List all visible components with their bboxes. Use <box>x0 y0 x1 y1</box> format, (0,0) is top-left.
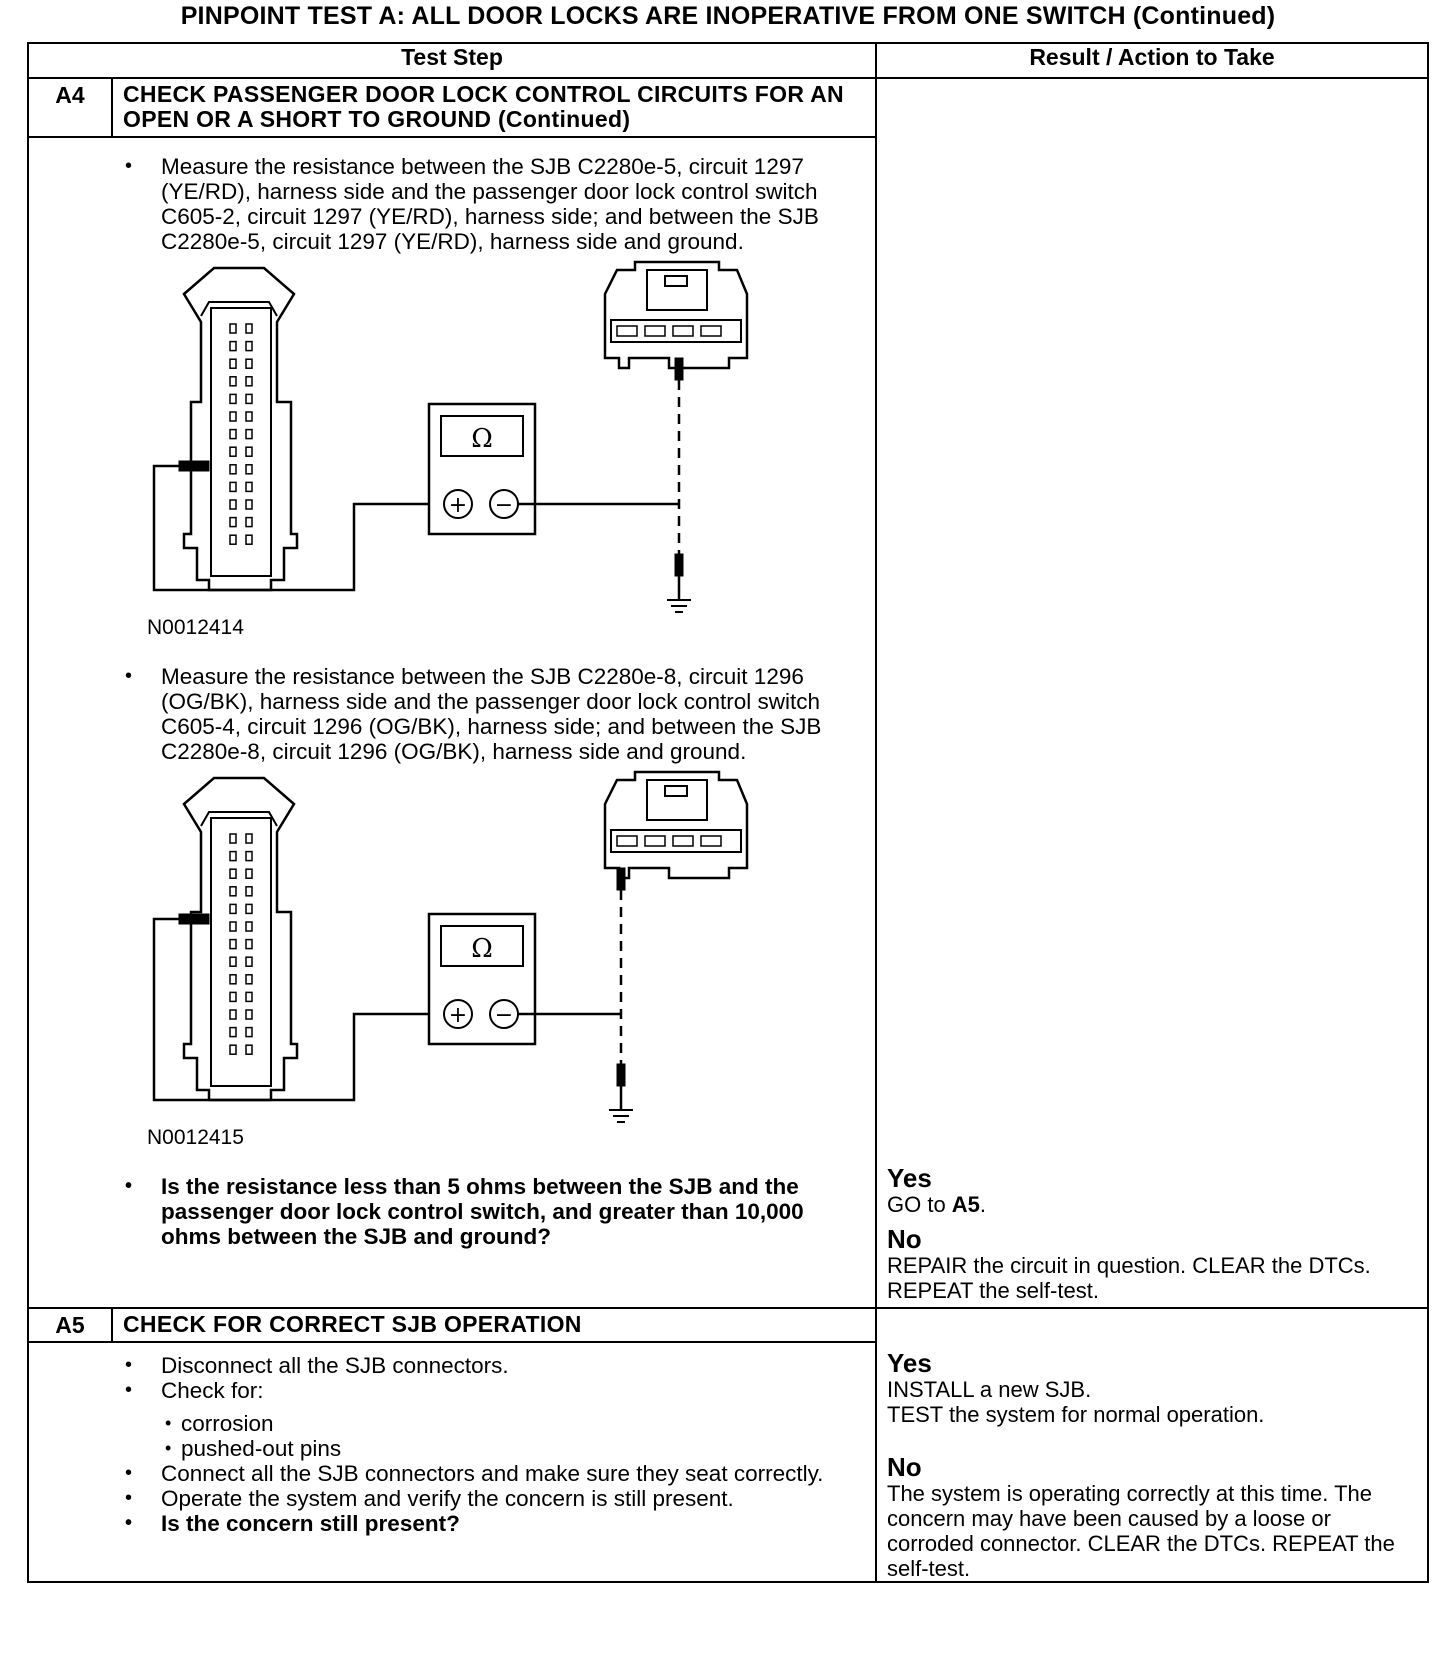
connector-pin <box>246 922 252 931</box>
sjb-connector-outline <box>184 778 297 1100</box>
connector-pin <box>230 518 236 527</box>
connector-pin <box>246 430 252 439</box>
connector-pin <box>230 535 236 544</box>
connector-pin <box>230 957 236 966</box>
no-action: The system is operating correctly at this time. The concern may have been caused by a loose or corroded connector. CLEAR the DTCs. REPEAT the self-test. <box>887 1481 1395 1581</box>
yes-action-2: TEST the system for normal operation. <box>887 1402 1265 1427</box>
connector-pin <box>230 359 236 368</box>
yes-action <box>887 1192 1423 1217</box>
probe-tip-ground <box>675 554 683 576</box>
header-result: Result / Action to Take <box>876 43 1428 78</box>
instruction-bullet: • Operate the system and verify the concern is still present. <box>29 1486 875 1511</box>
connector-pin <box>246 992 252 1001</box>
yes-prefix: GO to <box>887 1192 952 1217</box>
connector-pin <box>246 394 252 403</box>
connector-pin <box>230 922 236 931</box>
step-header-a4 <box>29 79 875 138</box>
step-id: A4 <box>29 79 113 136</box>
door-lock-switch-outline <box>605 262 747 368</box>
connector-pin <box>230 1045 236 1054</box>
probe-tip-sjb <box>179 914 209 924</box>
connector-pin <box>230 465 236 474</box>
connector-pin <box>230 482 236 491</box>
step-header-a5 <box>29 1309 875 1343</box>
connector-pin <box>230 869 236 878</box>
yes-action-1: INSTALL a new SJB. <box>887 1377 1092 1402</box>
yes-suffix: . <box>979 1192 987 1217</box>
step-title: CHECK PASSENGER DOOR LOCK CONTROL CIRCUITS FOR AN OPEN OR A SHORT TO GROUND (Continued) <box>123 81 844 132</box>
figure-id: N0012414 <box>147 616 244 639</box>
connector-pin <box>230 940 236 949</box>
question-bullet: • Is the concern still present? <box>29 1511 875 1536</box>
connector-pin <box>246 447 252 456</box>
step-cell-a5 <box>28 1308 876 1582</box>
result-cell-a5 <box>876 1308 1428 1582</box>
connector-pin <box>246 359 252 368</box>
connector-pin <box>246 904 252 913</box>
connector-pin <box>246 834 252 843</box>
probe-tip-switch <box>617 868 625 890</box>
yes-label: Yes <box>887 1348 932 1378</box>
connector-pin <box>230 447 236 456</box>
minus-terminal: − <box>494 1003 514 1028</box>
step-id: A5 <box>29 1309 113 1341</box>
no-action: REPAIR the circuit in question. CLEAR the DTCs. REPEAT the self-test. <box>887 1253 1371 1303</box>
ohm-symbol: Ω <box>471 424 493 454</box>
connector-pin <box>246 377 252 386</box>
connector-pin <box>230 1010 236 1019</box>
result-cell-a4 <box>876 78 1428 1308</box>
instruction-bullet: • Disconnect all the SJB connectors. <box>29 1353 875 1378</box>
result-a4 <box>877 1164 1427 1307</box>
connector-pin <box>230 500 236 509</box>
connector-pin <box>246 940 252 949</box>
connector-pin <box>230 992 236 1001</box>
connector-pin <box>246 324 252 333</box>
step-title: CHECK FOR CORRECT SJB OPERATION <box>123 1311 582 1337</box>
connector-pin <box>230 377 236 386</box>
connector-pin <box>230 1028 236 1037</box>
connector-pin <box>230 904 236 913</box>
yes-target-link[interactable]: A5 <box>951 1192 980 1217</box>
instruction-bullet-2: • Measure the resistance between the SJB C2280e-8, circuit 1296 (OG/BK), harness side and the passenger door lock control switch C605-4, circuit 1296 (OG/BK), harness side; and between the SJB C2280e-8, circuit 1296 (OG/BK), harness side and ground. <box>29 664 875 764</box>
connector-pin <box>246 975 252 984</box>
result-a5 <box>877 1309 1427 1581</box>
wiring-figure-2 <box>29 764 875 1164</box>
connector-pin <box>246 482 252 491</box>
instruction-bullet: • Check for: <box>29 1378 875 1403</box>
connector-pin <box>246 465 252 474</box>
wiring-figure-1 <box>29 254 875 654</box>
probe-tip-switch <box>675 358 683 380</box>
pinpoint-test-table <box>27 42 1429 1583</box>
probe-tip-ground <box>617 1064 625 1086</box>
connector-pin <box>246 852 252 861</box>
probe-tip-sjb <box>179 461 209 471</box>
sub-bullet: • corrosion <box>29 1411 875 1436</box>
connector-pin <box>246 887 252 896</box>
connector-pin <box>230 852 236 861</box>
sjb-connector-outline <box>184 268 297 590</box>
connector-pin <box>246 412 252 421</box>
figure-id: N0012415 <box>147 1126 244 1149</box>
connector-pin <box>246 518 252 527</box>
connector-pin <box>230 834 236 843</box>
wiring-diagram-1 <box>29 254 877 654</box>
connector-pin <box>246 535 252 544</box>
plus-terminal: + <box>448 493 468 518</box>
instruction-bullet-1: • Measure the resistance between the SJB C2280e-5, circuit 1297 (YE/RD), harness side and the passenger door lock control switch C605-2, circuit 1297 (YE/RD), harness side; and between the SJB C2280e-5, circuit 1297 (YE/RD), harness side and ground. <box>29 154 875 254</box>
sub-bullet: • pushed-out pins <box>29 1436 875 1461</box>
connector-pin <box>246 869 252 878</box>
connector-pin <box>246 342 252 351</box>
yes-label: Yes <box>887 1163 932 1193</box>
door-lock-switch-outline <box>605 772 747 878</box>
page-title: PINPOINT TEST A: ALL DOOR LOCKS ARE INOPERATIVE FROM ONE SWITCH (Continued) <box>180 2 1276 30</box>
connector-pin <box>230 975 236 984</box>
step-row-a5 <box>28 1308 1428 1582</box>
connector-pin <box>246 1010 252 1019</box>
header-test-step: Test Step <box>28 43 876 78</box>
connector-pin <box>246 1028 252 1037</box>
connector-pin <box>230 887 236 896</box>
step-cell-a4 <box>28 78 876 1308</box>
connector-pin <box>246 1045 252 1054</box>
step-row-a4 <box>28 78 1428 1308</box>
connector-pin <box>230 342 236 351</box>
connector-pin <box>230 394 236 403</box>
table-header-row <box>28 43 1428 78</box>
no-label: No <box>887 1224 922 1254</box>
connector-pin <box>230 430 236 439</box>
connector-pin <box>246 957 252 966</box>
minus-terminal: − <box>494 493 514 518</box>
ohm-symbol: Ω <box>471 934 493 964</box>
connector-pin <box>246 500 252 509</box>
connector-pin <box>230 412 236 421</box>
instruction-bullet: • Connect all the SJB connectors and make sure they seat correctly. <box>29 1461 875 1486</box>
wiring-diagram-2 <box>29 764 877 1164</box>
connector-pin <box>230 324 236 333</box>
question-bullet: • Is the resistance less than 5 ohms between the SJB and the passenger door lock control switch, and greater than 10,000 ohms between the SJB and ground? <box>29 1174 875 1249</box>
plus-terminal: + <box>448 1003 468 1028</box>
no-label: No <box>887 1452 922 1482</box>
